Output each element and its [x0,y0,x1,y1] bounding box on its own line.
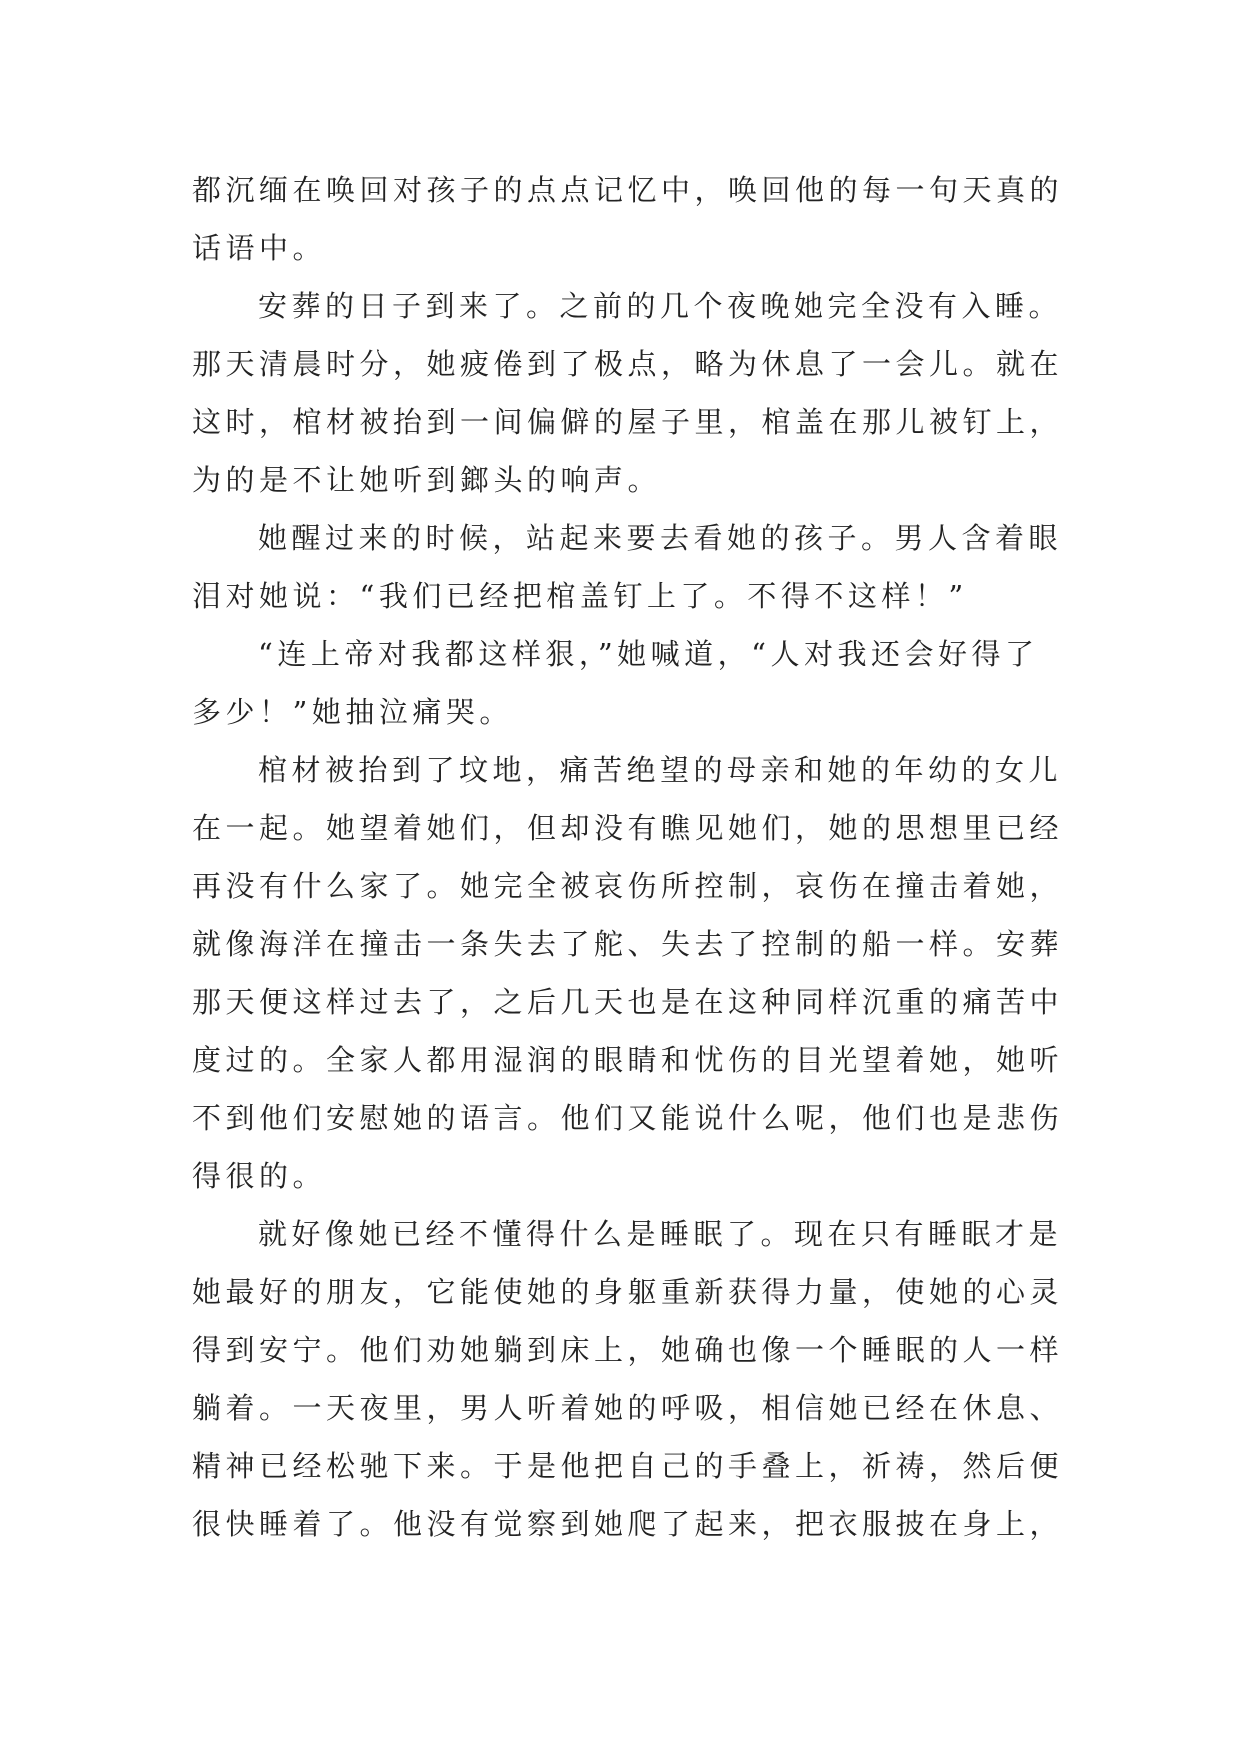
text-line: 为的是不让她听到鎯头的响声。 [192,463,662,497]
text-line: 多少！”她抽泣痛哭。 [192,695,513,729]
text-line: 泪对她说：“我们已经把棺盖钉上了。不得不这样！” [192,579,968,613]
text-line: 得很的。 [192,1159,327,1193]
text-line: 那天便这样过去了，之后几天也是在这种同样沉重的痛苦中 [192,985,1064,1019]
text-line: 她最好的朋友，它能使她的身躯重新获得力量，使她的心灵 [192,1275,1064,1309]
text-line: 躺着。一天夜里，男人听着她的呼吸，相信她已经在休息、 [192,1391,1064,1425]
body-text [192,161,1072,1553]
paragraph-start-line: 棺材被抬到了坟地，痛苦绝望的母亲和她的年幼的女儿 [258,753,1063,787]
text-line: 话语中。 [192,231,327,265]
text-line: 这时，棺材被抬到一间偏僻的屋子里，棺盖在那儿被钉上， [192,405,1064,439]
text-line: 很快睡着了。他没有觉察到她爬了起来，把衣服披在身上， [192,1507,1064,1541]
text-line: 精神已经松驰下来。于是他把自己的手叠上，祈祷，然后便 [192,1449,1064,1483]
paragraph-start-line: 她醒过来的时候，站起来要去看她的孩子。男人含着眼 [258,521,1063,555]
text-line: 在一起。她望着她们，但却没有瞧见她们，她的思想里已经 [192,811,1064,845]
text-line: 不到他们安慰她的语言。他们又能说什么呢，他们也是悲伤 [192,1101,1064,1135]
text-line: 得到安宁。他们劝她躺到床上，她确也像一个睡眠的人一样 [192,1333,1064,1367]
text-line: 度过的。全家人都用湿润的眼睛和忧伤的目光望着她，她听 [192,1043,1064,1077]
text-line: 那天清晨时分，她疲倦到了极点，略为休息了一会儿。就在 [192,347,1064,381]
paragraph-start-line: “连上帝对我都这样狠，”她喊道，“人对我还会好得了 [258,637,1039,671]
paragraph-start-line: 安葬的日子到来了。之前的几个夜晚她完全没有入睡。 [258,289,1063,323]
text-line: 就像海洋在撞击一条失去了舵、失去了控制的船一样。安葬 [192,927,1064,961]
text-line: 再没有什么家了。她完全被哀伤所控制，哀伤在撞击着她， [192,869,1064,903]
text-line: 都沉缅在唤回对孩子的点点记忆中，唤回他的每一句天真的 [192,173,1064,207]
paragraph-start-line: 就好像她已经不懂得什么是睡眠了。现在只有睡眠才是 [258,1217,1063,1251]
